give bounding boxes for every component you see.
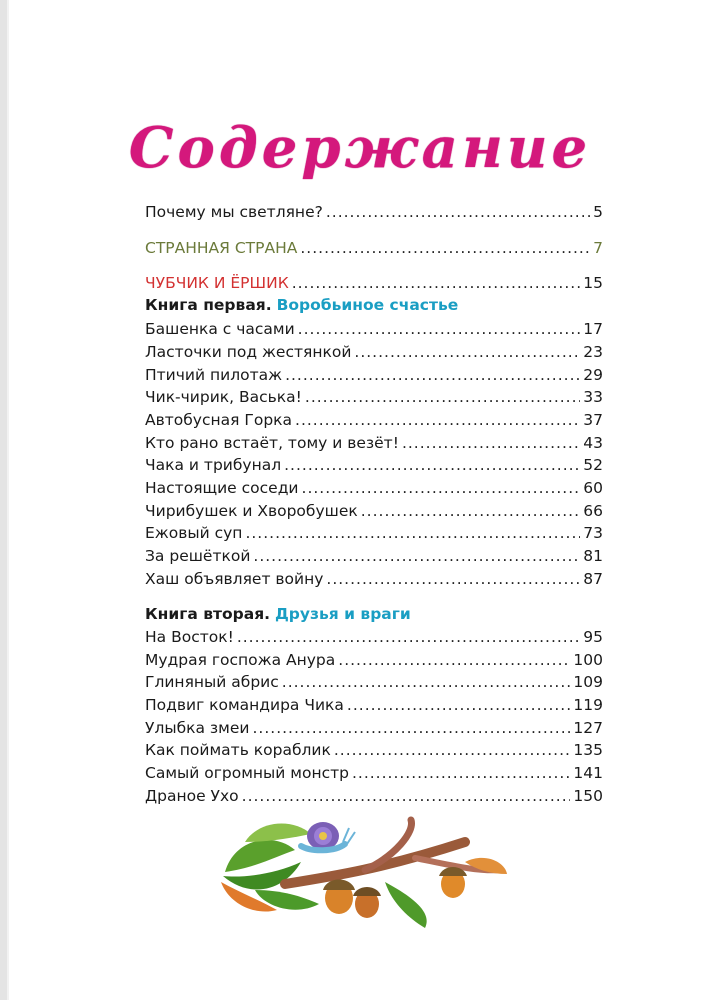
toc-entry-page: 66 <box>583 502 603 520</box>
book-heading <box>145 296 458 318</box>
book-name: Воробьиное счастье <box>276 296 459 314</box>
toc-entry[interactable] <box>145 274 603 296</box>
snail-icon <box>301 822 355 850</box>
toc-leader <box>298 320 581 338</box>
toc-entry[interactable] <box>145 502 603 524</box>
toc-entry-page: 119 <box>573 696 603 714</box>
toc-entry[interactable] <box>145 570 603 592</box>
page-title: Содержание <box>128 115 592 181</box>
toc-entry[interactable] <box>145 479 603 501</box>
toc-leader <box>402 434 580 452</box>
toc-entry-label: ЧУБЧИК И ЁРШИК <box>145 274 289 292</box>
toc-entry-label: Чака и трибунал <box>145 456 282 474</box>
toc-entry[interactable] <box>145 524 603 546</box>
toc-leader <box>282 673 571 691</box>
toc-leader <box>347 696 570 714</box>
toc-leader <box>326 203 590 221</box>
leaf-cluster-left <box>221 824 319 912</box>
toc-entry[interactable] <box>145 434 603 456</box>
toc-leader <box>242 787 571 805</box>
toc-leader <box>292 274 581 292</box>
toc-leader <box>352 764 570 782</box>
toc-leader <box>300 239 590 257</box>
toc-entry-page: 73 <box>583 524 603 542</box>
toc-entry-page: 5 <box>593 203 603 221</box>
toc-entry-page: 17 <box>583 320 603 338</box>
toc-entry[interactable] <box>145 320 603 342</box>
toc-entry-page: 23 <box>583 343 603 361</box>
toc-leader <box>334 741 571 759</box>
toc-entry[interactable] <box>145 388 603 410</box>
toc-entry[interactable] <box>145 628 603 650</box>
toc-entry-page: 127 <box>573 719 603 737</box>
toc-entry-label: Башенка с часами <box>145 320 295 338</box>
toc-entry-page: 33 <box>583 388 603 406</box>
toc-entry-label: За решёткой <box>145 547 251 565</box>
toc-entry-label: Настоящие соседи <box>145 479 299 497</box>
toc-entry-page: 52 <box>583 456 603 474</box>
toc-entry-label: Драное Ухо <box>145 787 239 805</box>
toc-leader <box>361 502 581 520</box>
toc-entry-label: Почему мы светляне? <box>145 203 323 221</box>
toc-leader <box>285 366 580 384</box>
toc-leader <box>302 479 581 497</box>
toc-leader <box>338 651 570 669</box>
toc-entry-page: 43 <box>583 434 603 452</box>
book-prefix: Книга первая. <box>145 296 272 314</box>
toc-entry-page: 141 <box>573 764 603 782</box>
toc-leader <box>237 628 580 646</box>
toc-entry[interactable] <box>145 764 603 786</box>
toc-leader <box>284 456 580 474</box>
toc-entry-label: Чирибушек и Хворобушек <box>145 502 358 520</box>
toc-entry-page: 109 <box>573 673 603 691</box>
toc-entry-label: Ласточки под жестянкой <box>145 343 352 361</box>
toc-entry-page: 60 <box>583 479 603 497</box>
toc-entry[interactable] <box>145 366 603 388</box>
toc-entry[interactable] <box>145 547 603 569</box>
toc-entry-label: Ежовый суп <box>145 524 243 542</box>
toc-entry-page: 100 <box>573 651 603 669</box>
toc-entry-page: 150 <box>573 787 603 805</box>
toc-entry-page: 81 <box>583 547 603 565</box>
toc-entry-label: Улыбка змеи <box>145 719 250 737</box>
toc-entry[interactable] <box>145 741 603 763</box>
book-name: Друзья и враги <box>274 605 411 623</box>
toc-leader <box>252 719 570 737</box>
toc-entry-label: Автобусная Горка <box>145 411 293 429</box>
toc-entry-label: Как поймать кораблик <box>145 741 331 759</box>
toc-leader <box>245 524 580 542</box>
toc-entry-page: 95 <box>583 628 603 646</box>
toc-entry-label: На Восток! <box>145 628 234 646</box>
toc-leader <box>295 411 580 429</box>
toc-entry[interactable] <box>145 239 603 261</box>
toc-entry-label: СТРАННАЯ СТРАНА <box>145 239 298 257</box>
toc-entry-page: 87 <box>583 570 603 588</box>
toc-entry-page: 37 <box>583 411 603 429</box>
toc-entry[interactable] <box>145 673 603 695</box>
toc-entry-label: Самый огромный монстр <box>145 764 349 782</box>
toc-entry-label: Подвиг командира Чика <box>145 696 344 714</box>
toc-leader <box>354 343 580 361</box>
book-heading <box>145 605 411 627</box>
toc-entry[interactable] <box>145 787 603 809</box>
toc-entry[interactable] <box>145 456 603 478</box>
toc-entry-label: Мудрая госпожа Анура <box>145 651 336 669</box>
toc-entry[interactable] <box>145 203 603 225</box>
toc-entry-label: Глиняный абрис <box>145 673 279 691</box>
toc-entry-page: 7 <box>593 239 603 257</box>
toc-leader <box>305 388 580 406</box>
toc-entry[interactable] <box>145 719 603 741</box>
toc-entry-label: Птичий пилотаж <box>145 366 283 384</box>
toc-leader <box>326 570 580 588</box>
toc-entry-label: Кто рано встаёт, тому и везёт! <box>145 434 399 452</box>
toc-entry-page: 135 <box>573 741 603 759</box>
toc-entry-label: Хаш объявляет войну <box>145 570 324 588</box>
toc-entry-page: 29 <box>583 366 603 384</box>
toc-entry[interactable] <box>145 696 603 718</box>
toc-entry[interactable] <box>145 343 603 365</box>
book-prefix: Книга вторая. <box>145 605 271 623</box>
toc-leader <box>253 547 580 565</box>
toc-entry-page: 15 <box>583 274 603 292</box>
toc-entry[interactable] <box>145 411 603 433</box>
toc-entry-label: Чик-чирик, Васька! <box>145 388 302 406</box>
decorative-illustration <box>215 812 507 932</box>
toc-entry[interactable] <box>145 651 603 673</box>
